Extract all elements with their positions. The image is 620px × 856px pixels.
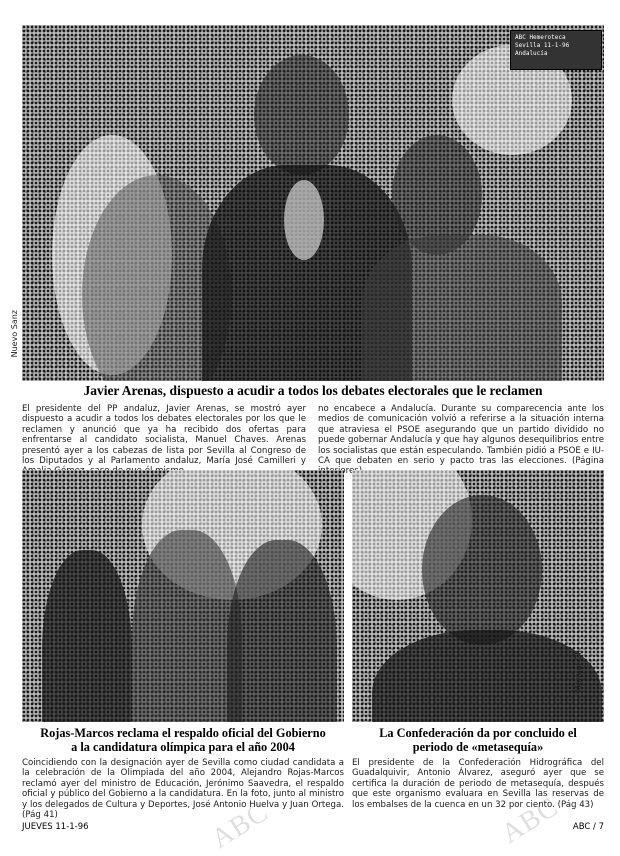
right-headline-line1: La Confederación da por concluido el xyxy=(379,726,577,740)
figure-right xyxy=(227,540,337,722)
figure-center xyxy=(132,530,242,722)
top-body-right: no encabece a Andalucía. Durante su comparecencia ante los medios de comunicación volvió a referirse a la situación interna que atraviesa el PSOE asegurando que un partido dividido no puede gobernar Andalucía y que hay algunos desequilibrios entre los socialistas que están especulando. También pidió a PSOE e IU-CA que debaten en serio y pacto tras las elecciones. (Página xyxy=(318,404,604,467)
top-body-left: El presidente del PP andaluz, Javier Arenas, se mostró ayer dispuesto a acudir a todos los debates electorales por los que le reclamen y anunció que ya ha recibido dos ofertas para enfrentarse al candidato socialista, Manuel Chaves. Arenas presentó ayer a los cabezas de lista por Sevilla al Congreso de los Diputados y al Parlamento andaluz, María José Camilleri y xyxy=(22,404,306,467)
left-headline-line1: Rojas-Marcos reclama el respaldo oficial del Gobierno xyxy=(40,726,326,740)
right-photo-credit: Manuel Gil xyxy=(574,650,583,693)
footer-date: JUEVES 11-1-96 xyxy=(22,822,89,832)
figure-center-head xyxy=(254,55,349,175)
left-body: Coincidiendo con la designación ayer de Sevilla como ciudad candidata a la celebración de la Olimpiada del año 2004, Alejandro Rojas-Marcos reclamó ayer del ministro de Educación, Jerónimo Saavedra, el respaldo oficial y público del Gobierno a la candidatura. En la foto, junto al ministro y los delegados de Cultura y Deportes, José Antonio Huelva y Juan Ortega. (Pág 41) xyxy=(22,758,344,821)
archive-stamp xyxy=(510,30,602,70)
shirt-highlight xyxy=(284,180,324,260)
stamp-line: ABC Hemeroteca xyxy=(515,34,566,41)
left-photo xyxy=(22,470,344,722)
figure-left xyxy=(42,550,132,722)
right-photo xyxy=(352,470,604,722)
stamp-line: Sevilla 11-1-96 xyxy=(515,42,570,49)
left-headline-line2: a la candidatura olímpica para el año 2004 xyxy=(71,740,295,754)
abc-watermark-3: ABC xyxy=(206,796,274,855)
portrait-body xyxy=(372,630,602,722)
footer-page: ABC / 7 xyxy=(572,822,604,832)
portrait-head xyxy=(422,495,542,645)
top-photo xyxy=(22,25,604,381)
right-body: El presidente de la Confederación Hidrográfica del Guadalquivir, Antonio Álvarez, aseguró ayer que se certifica la duración de periodo de metasequía, después que este organismo evaluara en Sevilla las reservas de los embalses de la cuenca en un 32 por ciento. (Pág 43) xyxy=(352,758,604,810)
abc-watermark-4: ABC xyxy=(496,791,564,850)
figure-right-body xyxy=(362,235,562,381)
top-photo-credit: Nuevo Sanz xyxy=(10,310,19,358)
stamp-line: Andalucía xyxy=(515,50,548,57)
right-headline-line2: periodo de «metasequía» xyxy=(412,740,544,754)
top-headline: Javier Arenas, dispuesto a acudir a todos los debates electorales que le reclamen xyxy=(83,383,543,398)
